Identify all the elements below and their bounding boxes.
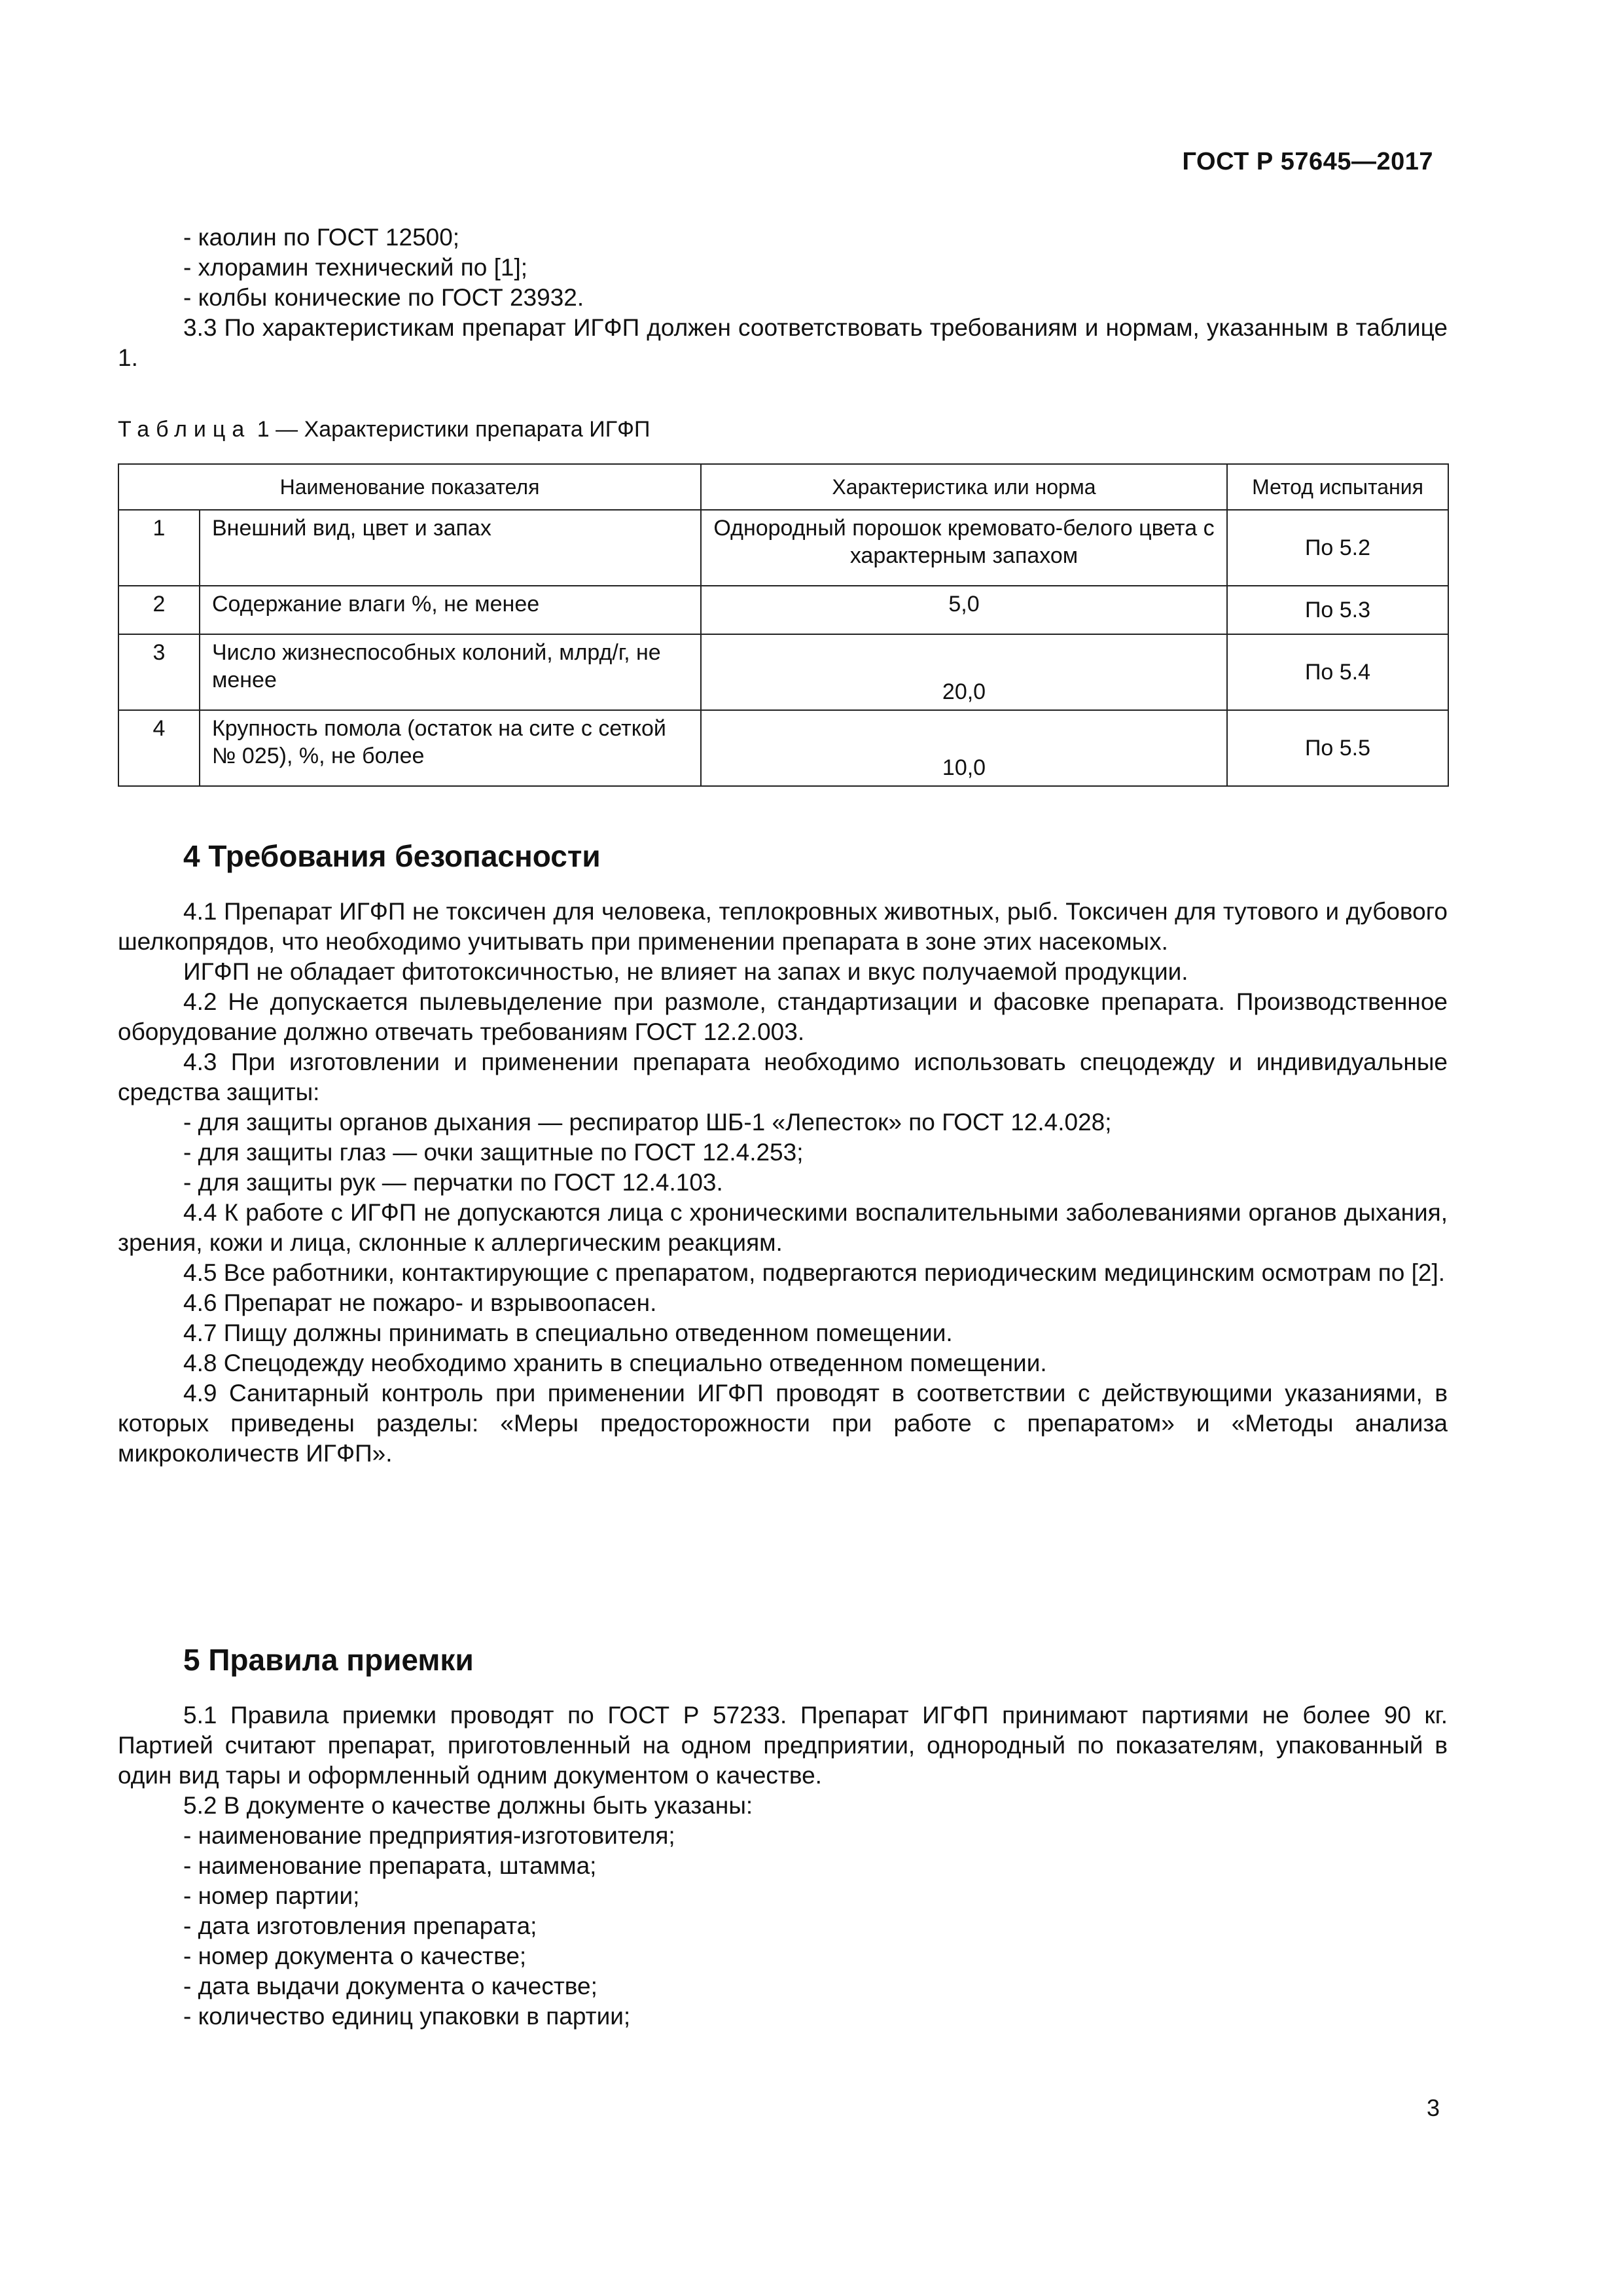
table-header-row xyxy=(118,464,1448,510)
table-row xyxy=(118,710,1448,786)
clause-5-1: 5.1 Правила приемки проводят по ГОСТ Р 57233. Препарат ИГФП принимают партиями не более 90 кг. Партией считают препарат, приготовленный на одном предприятии, однородный по показателям, упакованный в один вид тары и оформленный одним документом о качестве. xyxy=(118,1702,1448,1789)
section-5 xyxy=(118,1640,1448,1679)
row-norm: 20,0 xyxy=(701,634,1227,710)
row-number: 2 xyxy=(118,586,200,634)
list-item: - наименование предприятия-изготовителя; xyxy=(183,1822,675,1849)
list-item: - колбы конические по ГОСТ 23932. xyxy=(183,284,584,311)
row-norm: Однородный порошок кремовато-белого цвета с характерным запахом xyxy=(701,510,1227,586)
table-caption-text: 1 — Характеристики препарата ИГФП xyxy=(257,417,651,442)
clause-4-3: 4.3 При изготовлении и применении препарата необходимо использовать спецодежду и индивидуальные средства защиты: xyxy=(118,1049,1448,1105)
row-norm: 10,0 xyxy=(701,710,1227,786)
clause-4-4: 4.4 К работе с ИГФП не допускаются лица с хроническими воспалительными заболеваниями органов дыхания, зрения, кожи и лица, склонные к аллергическим реакциям. xyxy=(118,1199,1448,1256)
intro-block xyxy=(118,223,1448,373)
list-item: - дата изготовления препарата; xyxy=(183,1912,537,1939)
table-caption xyxy=(118,416,1448,442)
section-5-body xyxy=(118,1700,1448,2032)
clause-4-1: 4.1 Препарат ИГФП не токсичен для человека, теплокровных животных, рыб. Токсичен для тутового и дубового шелкопрядов, что необходимо учитывать при применении препарата в зоне этих насекомых. xyxy=(118,898,1448,955)
section-4-title: 4 Требования безопасности xyxy=(183,839,601,873)
table-row xyxy=(118,510,1448,586)
clause-4-6: 4.6 Препарат не пожаро- и взрывоопасен. xyxy=(183,1289,657,1316)
table-caption-word: Таблица xyxy=(118,417,251,442)
section-4 xyxy=(118,836,1448,876)
list-item: - для защиты рук — перчатки по ГОСТ 12.4.103. xyxy=(183,1169,723,1196)
characteristics-table xyxy=(118,463,1449,787)
row-number: 3 xyxy=(118,634,200,710)
clause-4-9: 4.9 Санитарный контроль при применении ИГФП проводят в соответствии с действующими указаниями, в которых приведены разделы: «Меры предосторожности при работе с препаратом» и «Методы анализа микроколичеств ИГФП». xyxy=(118,1380,1448,1467)
table-caption-block xyxy=(118,416,1448,442)
clause-4-8: 4.8 Спецодежду необходимо хранить в специально отведенном помещении. xyxy=(183,1350,1047,1376)
row-method: По 5.5 xyxy=(1227,710,1448,786)
clause-4-1b: ИГФП не обладает фитотоксичностью, не влияет на запах и вкус получаемой продукции. xyxy=(183,958,1188,985)
row-number: 1 xyxy=(118,510,200,586)
row-indicator: Число жизнеспособных колоний, млрд/г, не менее xyxy=(200,634,701,710)
row-method: По 5.2 xyxy=(1227,510,1448,586)
header-indicator: Наименование показателя xyxy=(118,464,701,510)
list-item: - для защиты органов дыхания — респиратор ШБ-1 «Лепесток» по ГОСТ 12.4.028; xyxy=(183,1109,1112,1136)
list-item: - номер партии; xyxy=(183,1882,360,1909)
header-norm: Характеристика или норма xyxy=(701,464,1227,510)
list-item: - номер документа о качестве; xyxy=(183,1943,527,1969)
clause-4-5: 4.5 Все работники, контактирующие с препаратом, подвергаются периодическим медицинским осмотрам по [2]. xyxy=(183,1259,1446,1286)
clause-3-3: 3.3 По характеристикам препарат ИГФП должен соответствовать требованиям и нормам, указанным в таблице 1. xyxy=(118,314,1448,371)
row-indicator: Содержание влаги %, не менее xyxy=(200,586,701,634)
list-item: - наименование препарата, штамма; xyxy=(183,1852,597,1879)
header-method: Метод испытания xyxy=(1227,464,1448,510)
row-norm: 5,0 xyxy=(701,586,1227,634)
row-indicator: Внешний вид, цвет и запах xyxy=(200,510,701,586)
list-item: - дата выдачи документа о качестве; xyxy=(183,1973,597,2000)
row-number: 4 xyxy=(118,710,200,786)
row-indicator: Крупность помола (остаток на сите с сеткой № 025), %, не более xyxy=(200,710,701,786)
list-item: - количество единиц упаковки в партии; xyxy=(183,2003,631,2030)
table-row xyxy=(118,634,1448,710)
section-4-body xyxy=(118,897,1448,1469)
section-5-title: 5 Правила приемки xyxy=(183,1643,474,1677)
page-number: 3 xyxy=(1426,2094,1440,2121)
clause-5-2: 5.2 В документе о качестве должны быть указаны: xyxy=(183,1792,753,1819)
row-method: По 5.3 xyxy=(1227,586,1448,634)
list-item: - хлорамин технический по [1]; xyxy=(183,254,528,281)
document-code: ГОСТ Р 57645—2017 xyxy=(1182,148,1433,175)
list-item: - каолин по ГОСТ 12500; xyxy=(183,224,460,251)
list-item: - для защиты глаз — очки защитные по ГОСТ 12.4.253; xyxy=(183,1139,804,1166)
clause-4-7: 4.7 Пищу должны принимать в специально отведенном помещении. xyxy=(183,1319,953,1346)
table-block xyxy=(118,463,1448,787)
table-row xyxy=(118,586,1448,634)
clause-4-2: 4.2 Не допускается пылевыделение при размоле, стандартизации и фасовке препарата. Производственное оборудование должно отвечать требованиям ГОСТ 12.2.003. xyxy=(118,988,1448,1045)
row-method: По 5.4 xyxy=(1227,634,1448,710)
